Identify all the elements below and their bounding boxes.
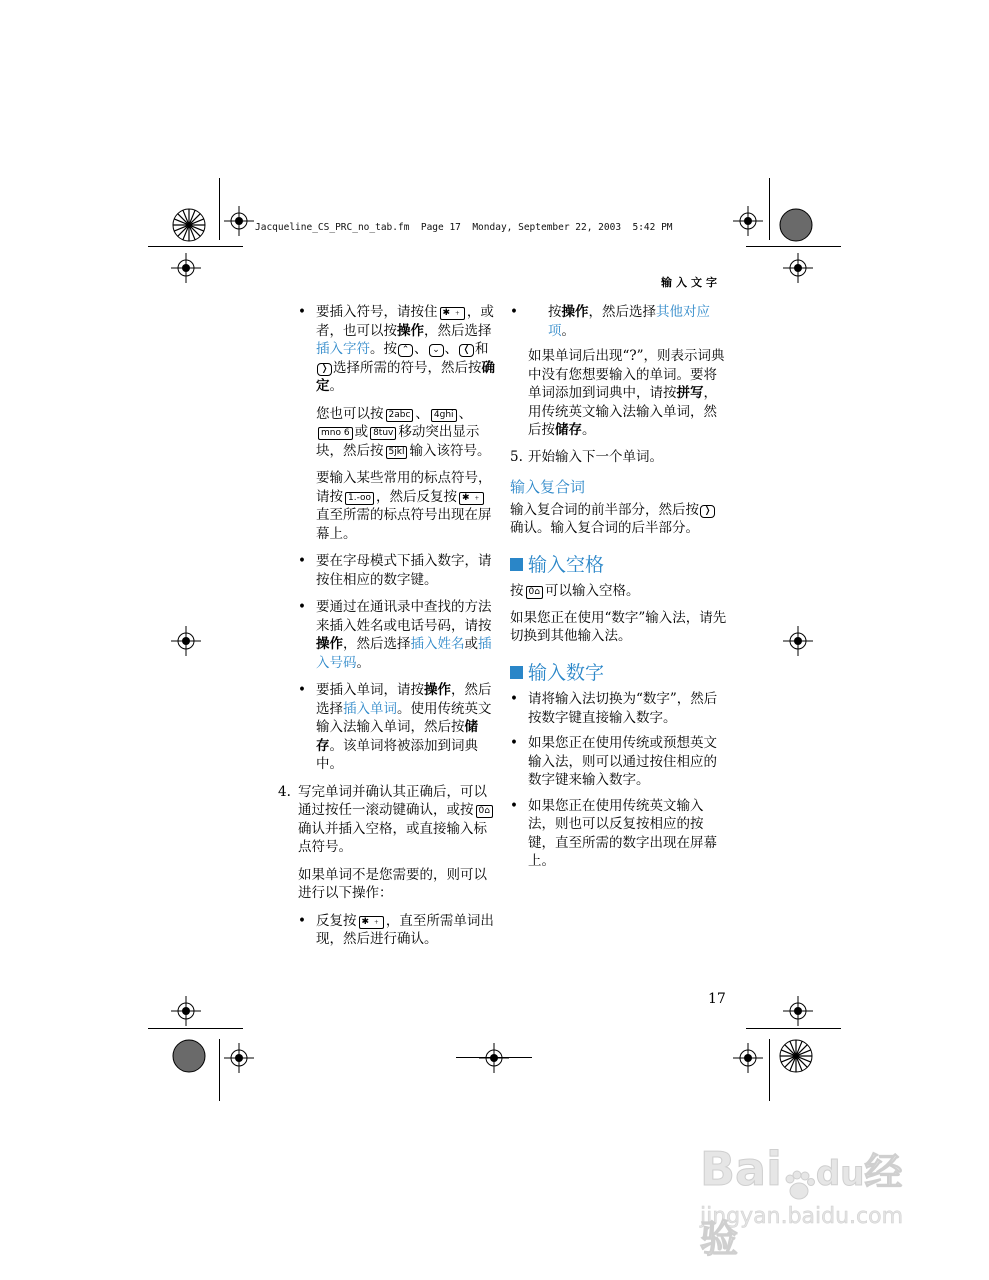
star-key-icon: ✱ ﹢ <box>459 492 484 505</box>
paragraph: 您也可以按 2abc 、 4ghi 、mno 6 或 8tuv 移动突出显示块，然后按 5jkl 输入该符号。 <box>316 405 491 459</box>
gray-patch <box>172 1039 206 1073</box>
numbered-step: 5. 开始输入下一个单词。 <box>510 448 663 465</box>
key-0-icon: 0⌂ <box>526 586 543 599</box>
baidu-watermark: Bai du经验 jingyan.baidu.com <box>700 1142 904 1261</box>
star-key-icon: ✱ ﹢ <box>440 307 465 320</box>
paragraph: 输入复合词的前半部分，然后按 ❭确认。输入复合词的后半部分。 <box>510 501 728 538</box>
right-column <box>510 303 728 878</box>
registration-mark <box>783 626 813 656</box>
list-item: • 如果您正在使用传统或预想英文输入法，则可以通过按住相应的数字键来输入数字。 <box>510 734 728 790</box>
key-5-icon: 5jkl <box>386 446 408 459</box>
paragraph: 要输入某些常用的标点符号，请按 1.‐oo ，然后反复按 ✱ ﹢直至所需的标点符号出现在屏幕上。 <box>316 470 492 542</box>
paragraph: 如果单词后出现“?”，则表示词典中没有您想要输入的单词。要将单词添加到词典中，请按拼写，用传统英文输入法输入单词，然后按储存。 <box>528 348 725 438</box>
registration-mark <box>783 996 813 1026</box>
section-heading: 输入数字 <box>510 664 728 683</box>
registration-mark <box>171 996 201 1026</box>
square-bullet-icon <box>510 666 523 679</box>
menu-link: 插入字符 <box>316 341 370 357</box>
registration-mark <box>479 1043 509 1073</box>
color-rosette <box>172 208 206 242</box>
list-item: • 要插入单词，请按操作，然后选择插入单词。使用传统英文输入法输入单词，然后按储存。该单词将被添加到词典中。 <box>278 681 496 774</box>
list-item: • 请将输入法切换为“数字”，然后按数字键直接输入数字。 <box>510 690 728 727</box>
list-item: • 要在字母模式下插入数字，请按住相应的数字键。 <box>278 552 496 589</box>
key-4-icon: 4ghi <box>431 409 457 422</box>
subheading: 输入复合词 <box>510 478 586 496</box>
right-key-icon: ❭ <box>317 363 332 376</box>
registration-mark <box>171 253 201 283</box>
paragraph: 如果您正在使用“数字”输入法，请先切换到其他输入法。 <box>510 609 727 644</box>
right-key-icon: ❭ <box>700 505 715 518</box>
left-key-icon: ❬ <box>459 344 474 357</box>
gray-patch <box>779 208 813 242</box>
up-key-icon: ⌃ <box>398 344 413 357</box>
registration-mark <box>783 253 813 283</box>
menu-link: 插入号码 <box>316 636 492 671</box>
list-item: • 要通过在通讯录中查找的方法来插入姓名或电话号码，请按操作，然后选择插入姓名或插入号码。 <box>278 598 496 672</box>
paragraph: 如果单词不是您需要的，则可以进行以下操作： <box>298 866 487 901</box>
registration-mark <box>733 206 763 236</box>
menu-link: 插入单词 <box>343 700 397 717</box>
down-key-icon: ⌄ <box>429 344 444 357</box>
list-item: • 按操作，然后选择其他对应项。 <box>510 303 728 340</box>
menu-link: 其他对应项 <box>548 304 710 339</box>
key-1-icon: 1.‐oo <box>345 492 374 505</box>
section-header: 输入文字 <box>661 276 721 289</box>
registration-mark <box>224 1043 254 1073</box>
section-heading: 输入空格 <box>510 556 728 575</box>
registration-mark <box>171 626 201 656</box>
list-item: • 如果您正在使用传统英文输入法，则也可以反复按相应的按键，直至所需的数字出现在屏幕上。 <box>510 797 728 871</box>
page-number: 17 <box>708 991 726 1007</box>
star-key-icon: ✱ ﹢ <box>359 916 384 929</box>
file-info-line: Jacqueline_CS_PRC_no_tab.fm Page 17 Monday, September 22, 2003 5:42 PM <box>255 222 673 233</box>
registration-mark <box>733 1043 763 1073</box>
paragraph: 按 0⌂ 可以输入空格。 <box>510 583 640 599</box>
key-6-icon: mno 6 <box>318 427 353 440</box>
key-0-icon: 0⌂ <box>476 805 493 818</box>
numbered-step: 4. 写完单词并确认其正确后，可以通过按任一滚动键确认，或按 0⌂确认并插入空格，或直接输入标点符号。 <box>278 783 496 857</box>
list-item: • 反复按 ✱ ﹢ ，直至所需单词出现，然后进行确认。 <box>278 912 496 949</box>
square-bullet-icon <box>510 558 523 571</box>
key-2-icon: 2abc <box>386 409 414 422</box>
left-column <box>278 303 496 958</box>
paw-icon <box>782 1156 816 1190</box>
registration-mark <box>224 206 254 236</box>
list-item: • 要插入符号，请按住 ✱ ﹢ ，或者，也可以按操作，然后选择插入字符。按 ⌃ 、 ⌄ 、 ❬ 和❭ 选择所需的符号，然后按确定。 <box>278 303 496 396</box>
menu-link: 插入姓名 <box>410 636 465 652</box>
key-8-icon: 8tuv <box>370 427 396 440</box>
color-rosette <box>779 1039 813 1073</box>
